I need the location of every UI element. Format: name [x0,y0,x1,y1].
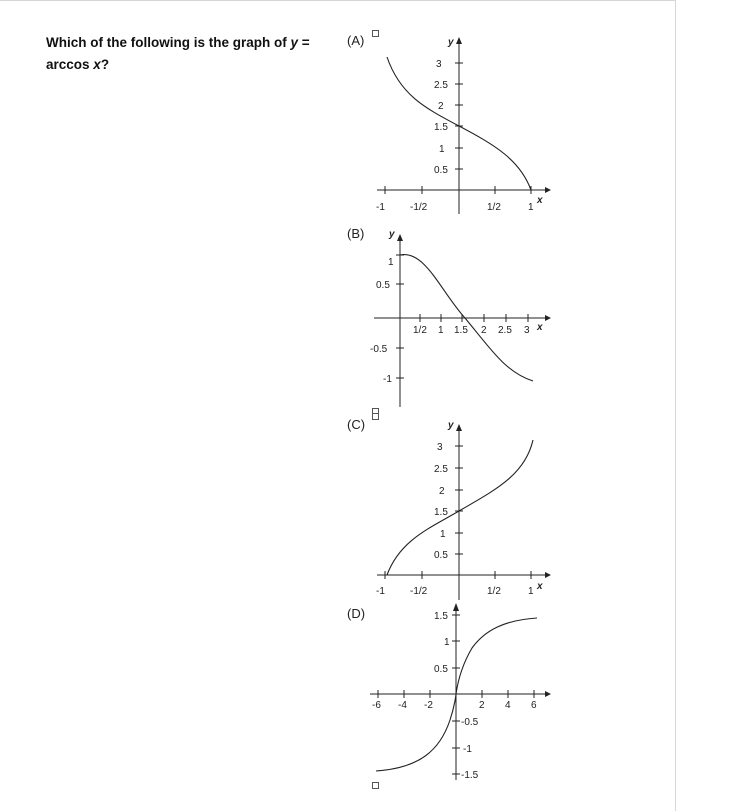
graph-a-xtick: -1 [376,202,385,213]
graph-c-xtick: 1 [528,586,534,597]
graph-a-ytick: 2.5 [434,80,448,91]
graph-c-xtick: 1/2 [487,586,501,597]
graph-b-y-name: y [389,229,395,240]
graph-b-ytick: -1 [383,374,392,385]
graph-c-x-name: x [537,581,543,592]
question-middle: = arccos [46,35,310,72]
graph-b-xtick: 1 [438,325,444,336]
graph-d [370,603,551,781]
graph-c-ytick: 2 [439,486,445,497]
graph-d-xtick: 4 [505,700,511,711]
graph-a-ytick: 2 [438,101,444,112]
graph-a-ytick: 1 [439,144,445,155]
graph-b-xtick: 1.5 [454,325,468,336]
graph-c-ytick: 0.5 [434,550,448,561]
graph-b-x-name: x [537,322,543,333]
graph-c-xtick: -1 [376,586,385,597]
graph-a-x-name: x [537,195,543,206]
graph-d-ytick: -1.5 [461,770,479,781]
graph-a-ytick: 1.5 [434,122,448,133]
graph-b [370,229,551,407]
graph-b-y-arrow [397,234,403,241]
graph-a-y-arrow [456,37,462,44]
graph-a-xtick: -1/2 [410,202,428,213]
graph-a-x-arrow [545,187,551,193]
graph-a-xtick: 1/2 [487,202,501,213]
graph-c-curve [387,440,533,575]
graph-d-ytick: -1 [463,744,472,755]
question-prefix: Which of the following is the graph of [46,35,291,50]
graph-c-ytick: 1 [440,529,446,540]
graph-c-ytick: 3 [437,442,443,453]
graph-d-ytick: 1.5 [434,611,448,622]
graph-d-xtick: -2 [424,700,433,711]
graph-b-xtick: 3 [524,325,530,336]
graph-b-ytick: 0.5 [376,280,390,291]
graph-c-y-name: y [448,420,454,431]
option-b-label[interactable]: (B) [347,226,365,241]
graph-b-xtick: 2.5 [498,325,512,336]
question-var-y: y [290,35,298,50]
graph-c-ytick: 2.5 [434,464,448,475]
graph-a-xtick: 1 [528,202,534,213]
graph-d-xtick: 2 [479,700,485,711]
graph-c [376,420,551,600]
graph-b-xtick: 2 [481,325,487,336]
graph-b-ytick: -0.5 [370,344,388,355]
graph-d-y-arrow [453,603,459,611]
graph-d-x-arrow [545,691,551,697]
option-d-label[interactable]: (D) [347,606,366,621]
graph-c-y-arrow [456,424,462,431]
graph-a-ytick: 0.5 [434,165,448,176]
graph-a-y-name: y [448,37,454,48]
graph-b-x-arrow [545,315,551,321]
graph-d-ytick: 0.5 [434,664,448,675]
graph-d-ytick: 1 [444,637,450,648]
graph-b-ytick: 1 [388,257,394,268]
graph-c-xtick: -1/2 [410,586,428,597]
graph-b-xtick: 1/2 [413,325,427,336]
graph-d-xtick: -4 [398,700,407,711]
graph-a [376,37,551,214]
graph-d-xtick: -6 [372,700,381,711]
option-c-label[interactable]: (C) [347,417,366,432]
graph-d-ytick: -0.5 [461,717,479,728]
graph-d-xtick: 6 [531,700,537,711]
question-var-x: x [93,57,101,72]
question-suffix: ? [100,57,110,72]
graph-a-ytick: 3 [436,59,442,70]
option-a-label[interactable]: (A) [347,33,365,48]
graph-c-x-arrow [545,572,551,578]
graph-c-ytick: 1.5 [434,507,448,518]
